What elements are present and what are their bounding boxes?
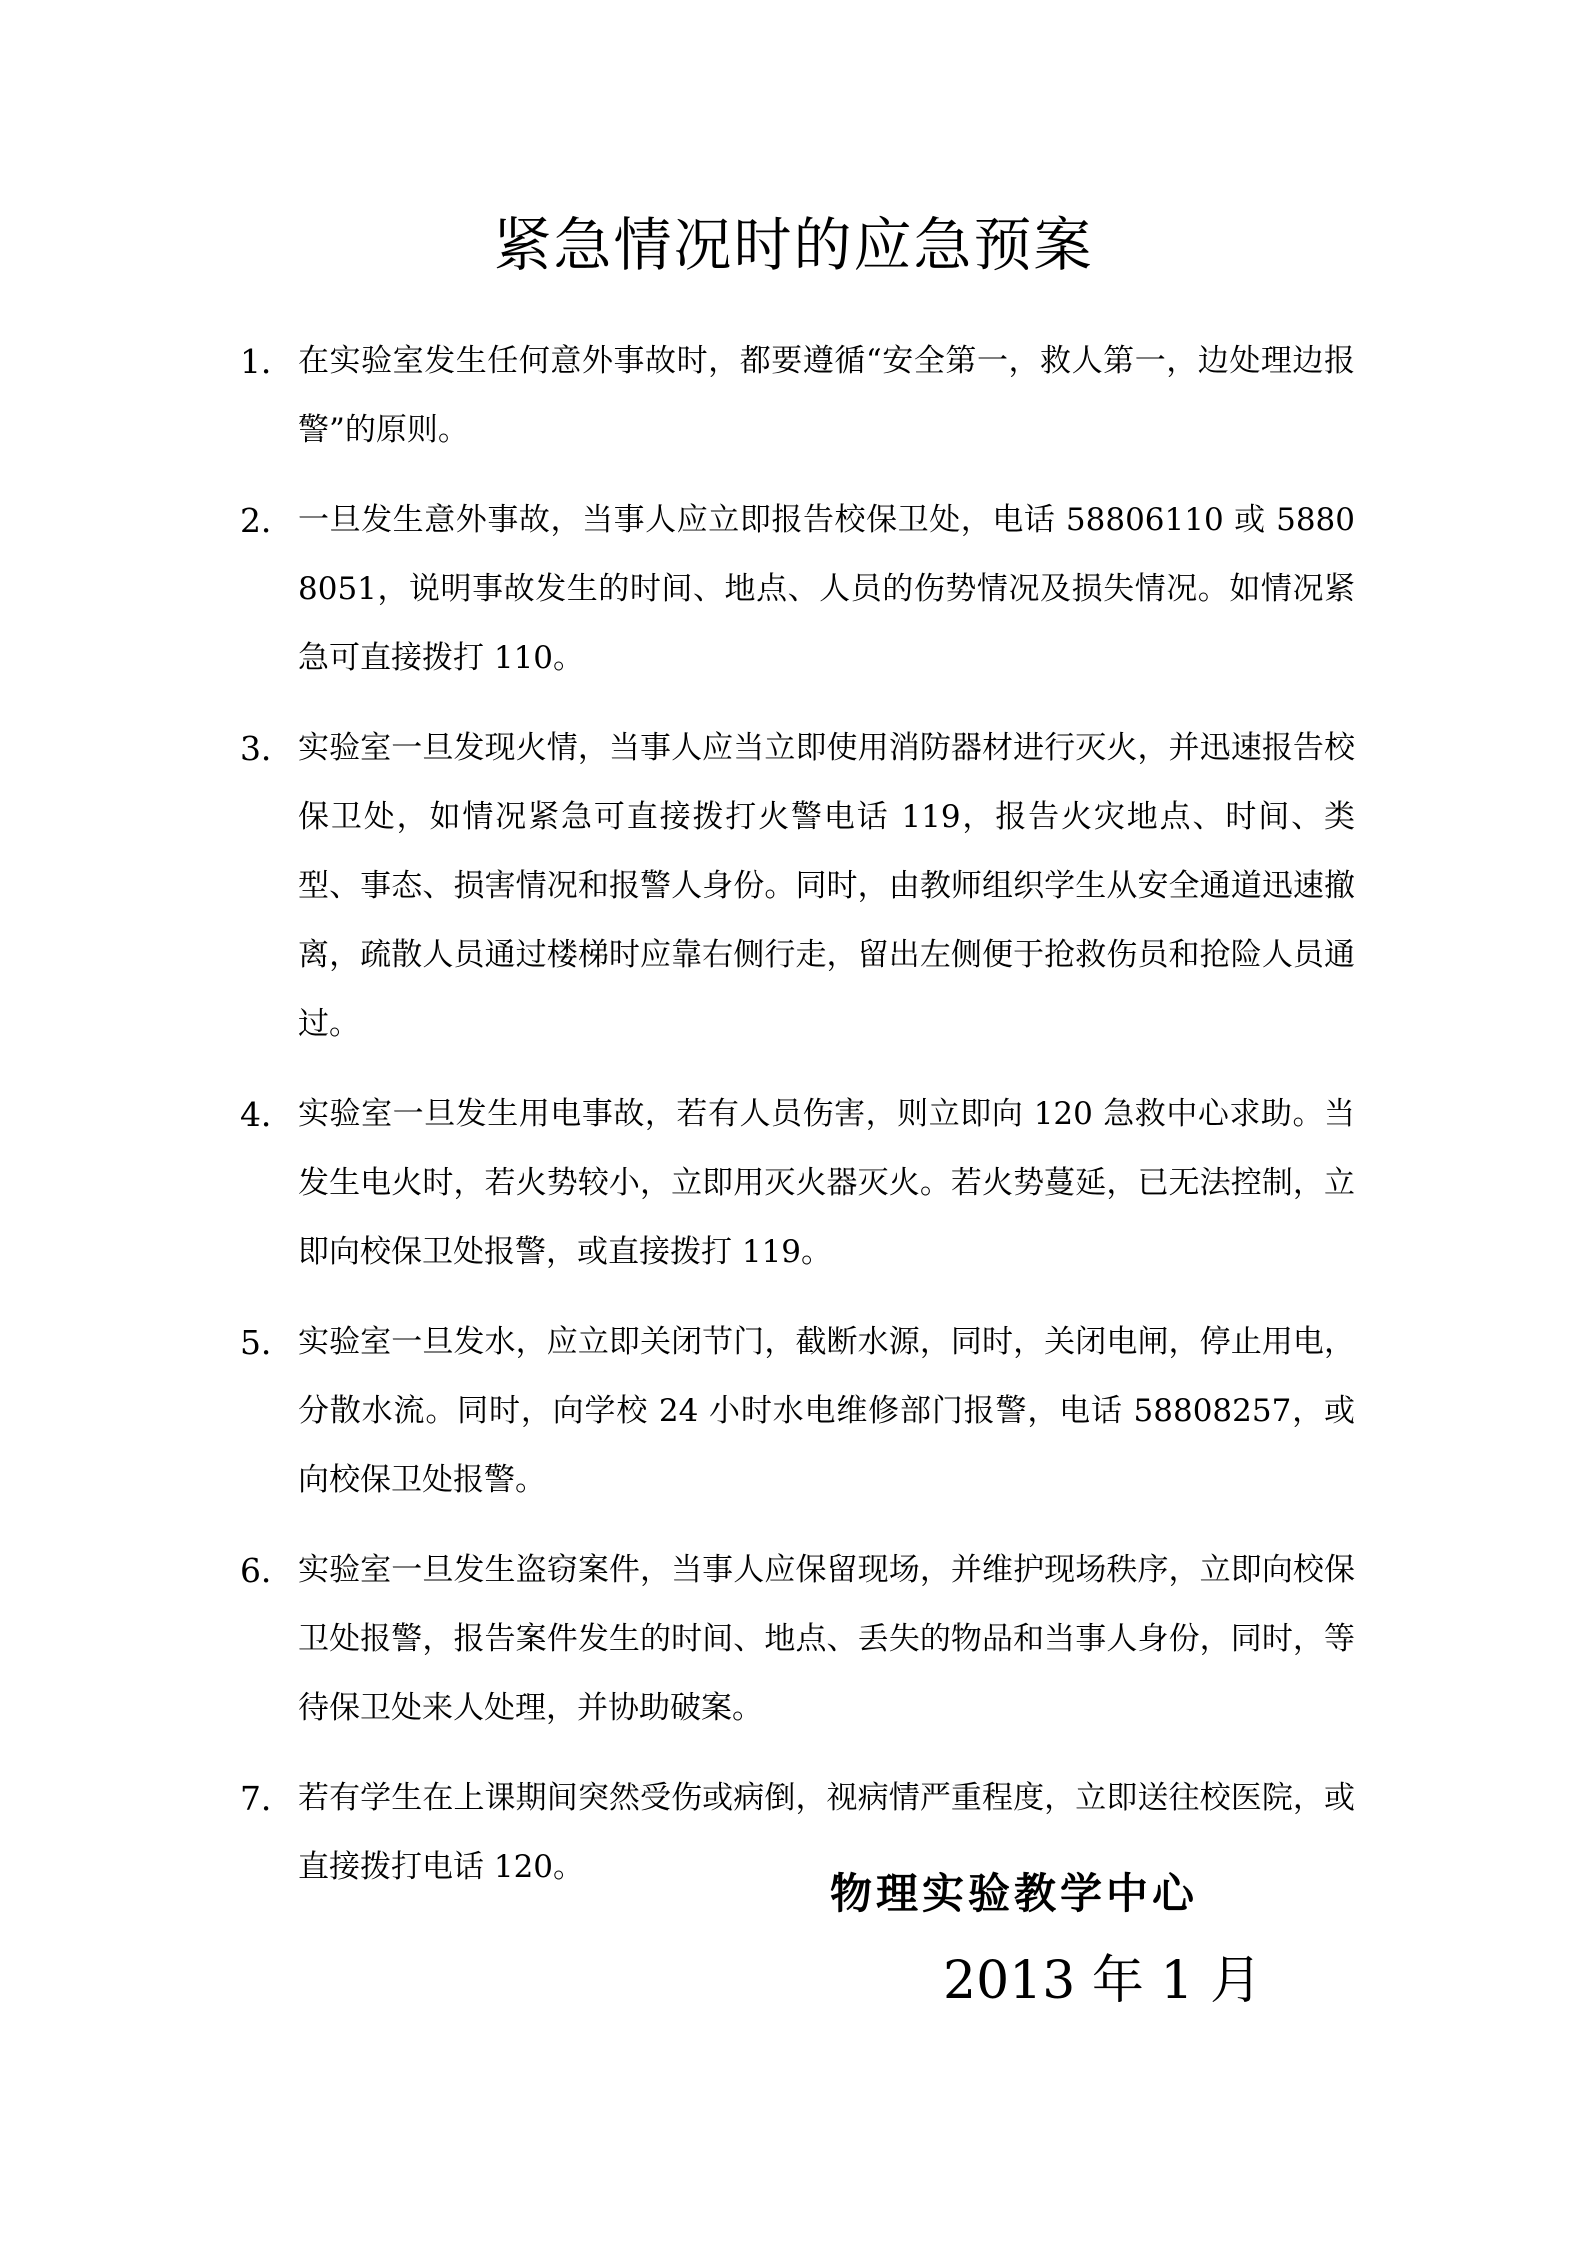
- item-number: 3．: [240, 729, 294, 768]
- signature-organization: 物理实验教学中心: [830, 1869, 1199, 1918]
- item-text: 实验室一旦发现火情，当事人应当立即使用消防器材进行灭火，并迅速报告校保卫处，如情况紧急可直接拨打火警电话 119，报告火灾地点、时间、类型、事态、损害情况和报警人身份。同时，由教师组织学生从安全通道迅速撤离，疏散人员通过楼梯时应靠右侧行走，留出左侧便于抢救伤员和抢险人员通过。: [298, 730, 1355, 1042]
- list-item: [240, 1536, 1355, 1743]
- item-number: 7．: [240, 1779, 294, 1818]
- item-number: 1．: [240, 342, 294, 381]
- item-text: 若有学生在上课期间突然受伤或病倒，视病情严重程度，立即送往校医院，或直接拨打电话 120。: [298, 1780, 1355, 1885]
- list-item: [240, 327, 1355, 465]
- list-item: [240, 486, 1355, 693]
- document-title: 紧急情况时的应急预案: [493, 211, 1094, 279]
- item-text: 实验室一旦发生用电事故，若有人员伤害，则立即向 120 急救中心求助。当发生电火时，若火势较小，立即用灭火器灭火。若火势蔓延，已无法控制，立即向校保卫处报警，或直接拨打 119。: [298, 1096, 1355, 1270]
- item-number: 4．: [240, 1095, 294, 1134]
- item-text: 实验室一旦发水，应立即关闭节门，截断水源，同时，关闭电闸，停止用电，分散水流。同时，向学校 24 小时水电维修部门报警，电话 58808257，或向校保卫处报警。: [298, 1324, 1355, 1498]
- item-number: 2．: [240, 501, 294, 540]
- list-item: [240, 1080, 1355, 1287]
- signature-date: 2013 年 1 月: [943, 1951, 1263, 2011]
- item-number: 6．: [240, 1551, 294, 1590]
- list-item: [240, 714, 1355, 1059]
- item-number: 5．: [240, 1323, 294, 1362]
- item-text: 在实验室发生任何意外事故时，都要遵循“安全第一，救人第一，边处理边报警”的原则。: [298, 343, 1355, 448]
- emergency-plan-list: [240, 327, 1355, 1923]
- list-item: [240, 1308, 1355, 1515]
- item-text: 一旦发生意外事故，当事人应立即报告校保卫处，电话 58806110 或 58808051，说明事故发生的时间、地点、人员的伤势情况及损失情况。如情况紧急可直接拨打 110。: [298, 502, 1355, 676]
- item-text: 实验室一旦发生盗窃案件，当事人应保留现场，并维护现场秩序，立即向校保卫处报警，报告案件发生的时间、地点、丢失的物品和当事人身份，同时，等待保卫处来人处理，并协助破案。: [298, 1552, 1355, 1726]
